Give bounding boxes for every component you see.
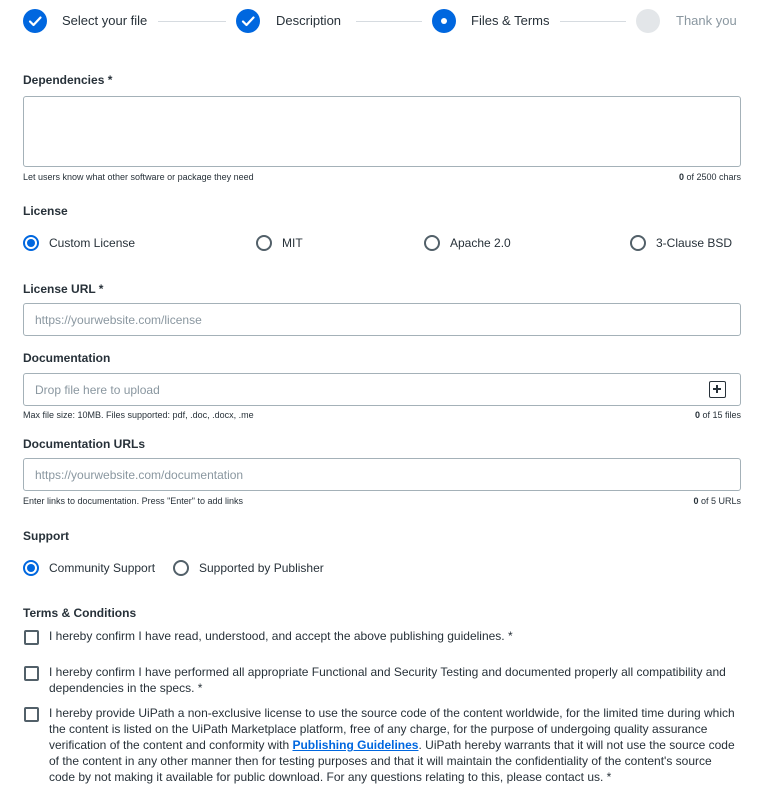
step-connector [356,21,422,22]
dependencies-char-count: 0 of 2500 chars [678,172,741,182]
terms-label: Terms & Conditions [23,606,137,620]
documentation-urls-field[interactable] [23,458,741,491]
terms-text-license: I hereby provide UiPath a non-exclusive license to use the source code of the content worldwide, for the limited time during which the content is listed on the UiPath Marketplace platform, free of any charge, for the purpose of undergoing quality assurance verification of the content and conformity with Publishing Guidelines. UiPath hereby warrants that it will not use the source code of the content in any other manner then for testing purposes and that it will maintain the confidentiality of the content's source code by not making it available for public download. For any questions relating to this, please contact us. * [49,706,735,784]
step-2-label[interactable]: Description [276,13,342,28]
terms-checkbox-testing[interactable] [24,666,39,681]
dependencies-helper: Let users know what other software or package they need [23,172,254,182]
step-1-check-icon [23,9,47,33]
license-url-field[interactable] [23,303,741,336]
documentation-helper: Max file size: 10MB. Files supported: pdf, .doc, .docx, .me [23,410,254,420]
documentation-upload-input[interactable] [24,374,740,405]
publishing-guidelines-link[interactable]: Publishing Guidelines [292,738,419,752]
documentation-urls-count: 0 of 5 URLs [693,496,741,506]
documentation-urls-label: Documentation URLs [23,437,146,451]
license-option-custom[interactable]: Custom License [23,235,135,251]
radio-unchecked-icon[interactable] [256,235,272,251]
step-4-pending-icon [636,9,660,33]
step-1-label[interactable]: Select your file [62,13,148,28]
documentation-urls-helper: Enter links to documentation. Press "Enter" to add links [23,496,243,506]
step-4-label: Thank you [676,13,737,28]
terms-text-guidelines: I hereby confirm I have read, understood, and accept the above publishing guidelines. * [49,629,513,643]
license-option-apache[interactable]: Apache 2.0 [424,235,511,251]
documentation-dropzone[interactable] [23,373,741,406]
support-label: Support [23,529,69,543]
license-label: License [23,204,68,218]
support-option-publisher[interactable]: Supported by Publisher [173,560,324,576]
step-2-check-icon [236,9,260,33]
license-option-mit[interactable]: MIT [256,235,303,251]
documentation-urls-input[interactable] [24,459,740,490]
radio-unchecked-icon[interactable] [424,235,440,251]
radio-checked-icon[interactable] [23,235,39,251]
dependencies-field[interactable] [23,96,741,167]
step-3-current-icon [432,9,456,33]
documentation-file-count: 0 of 15 files [694,410,741,420]
license-url-input[interactable] [24,304,740,335]
step-3-label[interactable]: Files & Terms [471,13,550,28]
terms-checkbox-license[interactable] [24,707,39,722]
radio-unchecked-icon[interactable] [630,235,646,251]
step-connector [560,21,626,22]
step-connector [158,21,226,22]
dependencies-textarea[interactable] [24,97,740,166]
license-url-label: License URL * [23,282,104,296]
radio-unchecked-icon[interactable] [173,560,189,576]
documentation-label: Documentation [23,351,111,365]
support-option-community[interactable]: Community Support [23,560,155,576]
terms-text-testing: I hereby confirm I have performed all appropriate Functional and Security Testing and documented properly all compatibility and dependencies in the specs. * [49,665,726,695]
dependencies-label: Dependencies * [23,73,113,87]
terms-checkbox-guidelines[interactable] [24,630,39,645]
add-file-icon[interactable] [709,381,726,398]
stepper [0,0,778,44]
radio-checked-icon[interactable] [23,560,39,576]
license-option-bsd[interactable]: 3-Clause BSD [630,235,732,251]
